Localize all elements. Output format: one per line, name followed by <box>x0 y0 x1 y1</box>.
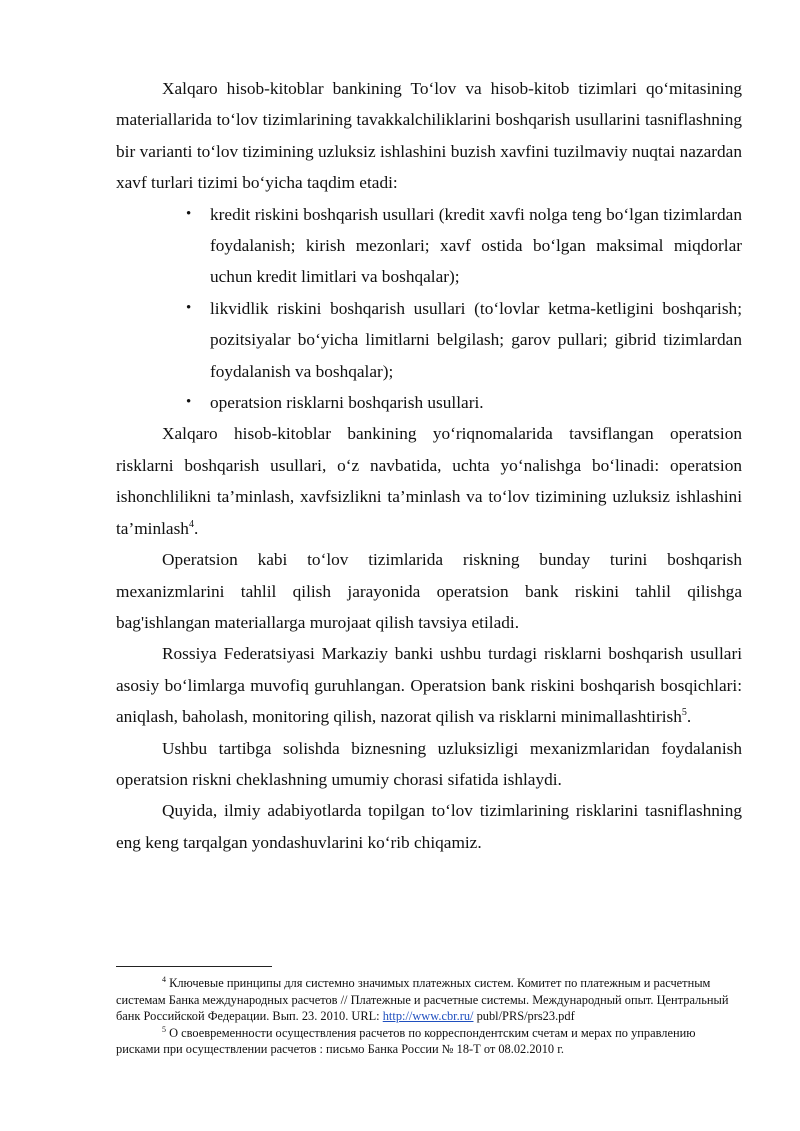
footnotes <box>116 966 742 1058</box>
bullet-item-liquidity-risk <box>186 293 742 387</box>
paragraph-2 <box>116 418 742 544</box>
bullet-item-credit-risk <box>186 199 742 293</box>
bullet-icon: • <box>186 299 192 316</box>
bullet-icon: • <box>186 394 192 411</box>
footnote-divider <box>116 966 272 967</box>
body-text <box>116 73 742 858</box>
footnote-5-mark: 5 <box>162 1024 166 1034</box>
footnote-5 <box>116 1025 742 1058</box>
paragraph-4-text: Rossiya Federatsiyasi Markaziy banki ushbu turdagi risklarni boshqarish usullari asosiy bo‘limlarga muvofiq guruhlangan. Operatsion bank riskini boshqarish bosqichlari: aniqlash, baholash, monitoring qilish, nazorat qilish va risklarni minimallashtirish <box>116 644 742 727</box>
paragraph-4-end: . <box>686 707 692 727</box>
footnote-ref-5[interactable]: 5 <box>681 707 687 719</box>
bullet-text: likvidlik riskini boshqarish usullari (to‘lovlar ketma-ketligini boshqarish; pozitsiyalar bo‘yicha limitlarni belgilash; garov pullari; gibrid tizimlardan foydalanish va boshqalar); <box>210 298 742 381</box>
bullet-list <box>116 199 742 419</box>
paragraph-2-end: . <box>193 518 199 538</box>
paragraph-1: Xalqaro hisob-kitoblar bankining To‘lov va hisob-kitob tizimlari qo‘mitasining materiallarida to‘lov tizimlarining tavakkalchiliklarini boshqarish usullarini tasniflashning bir varianti to‘lov tizimining uzluksiz ishlashini buzish xavfini tuzilmaviy nuqtai nazardan xavf turlari tizimi bo‘yicha taqdim etadi: <box>116 79 742 193</box>
footnote-5-text: О своевременности осуществления расчетов по корреспондентским счетам и мерах по управлению рисками при осуществлении расчетов : письмо Банка России № 18-Т от 08.02.2010 г. <box>116 1025 696 1056</box>
bullet-item-operational-risk <box>186 387 742 418</box>
footnote-4-tail: publ/PRS/prs23.pdf <box>473 1009 575 1023</box>
bullet-text: kredit riskini boshqarish usullari (kredit xavfi nolga teng bo‘lgan tizimlardan foydalanish; kirish mezonlari; xavf ostida bo‘lgan maksimal miqdorlar uchun kredit limitlari va boshqalar); <box>210 204 742 287</box>
footnote-4-text: Ключевые принципы для системно значимых платежных систем. Комитет по платежным и расчетным системам Банка международных расчетов // Платежные и расчетные системы. Международный опыт. Центральный банк Российской Федерации. Вып. 23. 2010. URL: <box>116 976 729 1023</box>
footnote-4-mark: 4 <box>162 974 166 984</box>
footnote-4 <box>116 975 742 1025</box>
paragraph-6: Quyida, ilmiy adabiyotlarda topilgan to‘lov tizimlarining risklarini tasniflashning eng keng tarqalgan yondashuvlarini ko‘rib chiqamiz. <box>116 801 742 852</box>
bullet-text: operatsion risklarni boshqarish usullari. <box>210 393 484 413</box>
paragraph-4 <box>116 638 742 732</box>
bullet-icon: • <box>186 205 192 222</box>
footnote-ref-4[interactable]: 4 <box>188 518 194 530</box>
paragraph-2-text: Xalqaro hisob-kitoblar bankining yo‘riqnomalarida tavsiflangan operatsion risklarni boshqarish usullari, o‘z navbatida, uchta yo‘nalishga bo‘linadi: operatsion ishonchlilikni ta’minlash, xavfsizlikni ta’minlash va to‘lov tizimining uzluksiz ishlashini ta’minlash <box>116 424 742 538</box>
footnote-4-link[interactable]: http://www.cbr.ru/ <box>382 1009 474 1023</box>
paragraph-5: Ushbu tartibga solishda biznesning uzluksizligi mexanizmlaridan foydalanish operatsion riskni cheklashning umumiy chorasi sifatida ishlaydi. <box>116 738 742 789</box>
paragraph-3: Operatsion kabi to‘lov tizimlarida riskning bunday turini boshqarish mexanizmlarini tahlil qilish jarayonida operatsion bank riskini tahlil qilishga bag'ishlangan materiallarga murojaat qilish tavsiya etiladi. <box>116 550 742 632</box>
